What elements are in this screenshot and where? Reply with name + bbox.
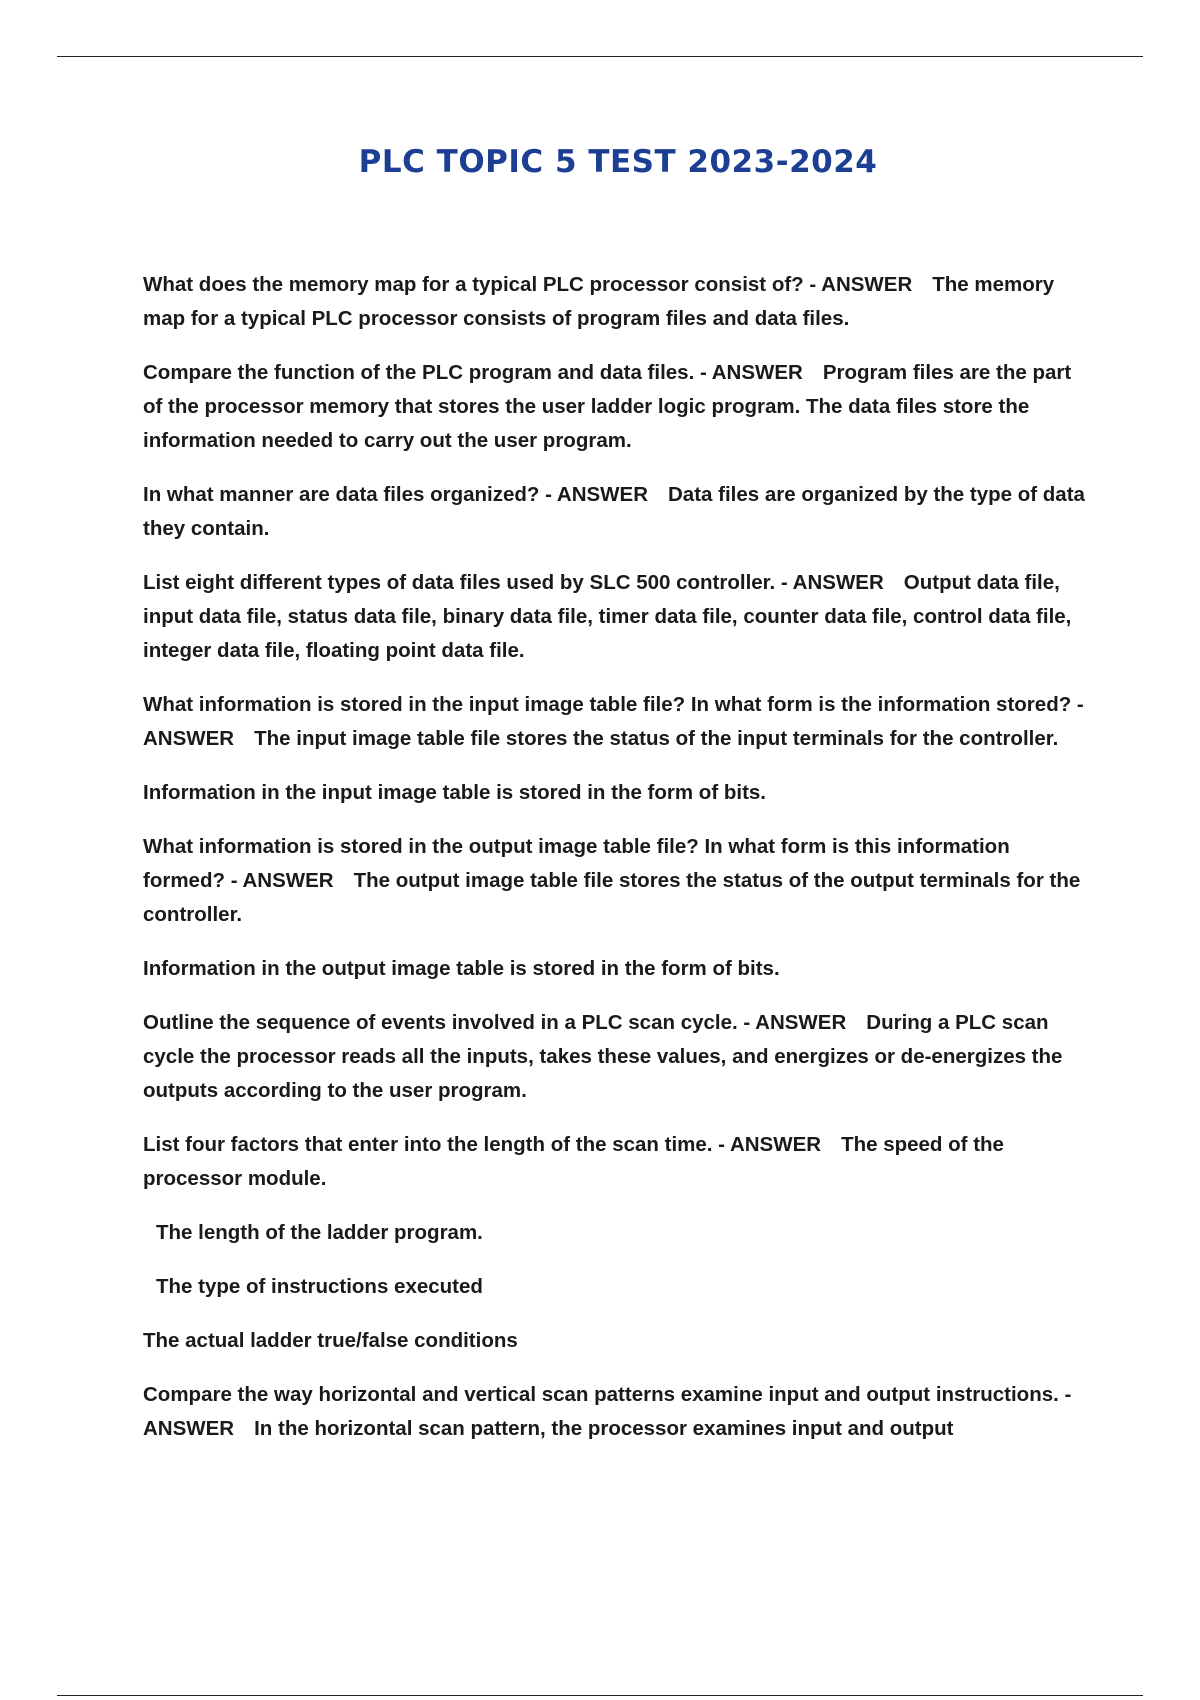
note-input-bits: Information in the input image table is stored in the form of bits. [143, 781, 766, 804]
scan-factor-4: The actual ladder true/false conditions [143, 1329, 518, 1352]
answer-text: The memory map for a typical PLC processor consists of program files and data files. [143, 273, 1055, 330]
note-output-bits: Information in the output image table is stored in the form of bits. [143, 957, 780, 980]
answer-text: Output data file, input data file, status data file, binary data file, timer data file, counter data file, control data file, integer data file, floating point data file. [143, 571, 1072, 662]
qa-item-5 [143, 688, 1093, 756]
bottom-rule [57, 1695, 1143, 1696]
question-text: Compare the function of the PLC program and data files. - ANSWER [143, 361, 803, 384]
qa-item-3 [143, 478, 1093, 546]
answer-text: The input image table file stores the status of the input terminals for the controller. [254, 727, 1059, 750]
qa-item-8 [143, 1128, 1093, 1196]
answer-text: Program files are the part of the processor memory that stores the user ladder logic program. The data files store the information needed to carry out the user program. [143, 361, 1072, 452]
question-text: List eight different types of data files used by SLC 500 controller. - ANSWER [143, 571, 884, 594]
question-text: Outline the sequence of events involved in a PLC scan cycle. - ANSWER [143, 1011, 847, 1034]
question-text: List four factors that enter into the length of the scan time. - ANSWER [143, 1133, 822, 1156]
qa-item-4 [143, 566, 1093, 668]
document-body [143, 268, 1093, 1466]
answer-text: The output image table file stores the status of the output terminals for the controller. [143, 869, 1081, 926]
answer-text: The speed of the processor module. [143, 1133, 1004, 1190]
qa-item-7 [143, 1006, 1093, 1108]
answer-text: Data files are organized by the type of data they contain. [143, 483, 1085, 540]
question-text: What information is stored in the output image table file? In what form is this information formed? - ANSWER [143, 835, 1010, 892]
document-title: PLC TOPIC 5 TEST 2023-2024 [358, 144, 878, 180]
question-text: Compare the way horizontal and vertical scan patterns examine input and output instructions. - ANSWER [143, 1383, 1072, 1440]
answer-text: During a PLC scan cycle the processor reads all the inputs, takes these values, and energizes or de-energizes the outputs according to the user program. [143, 1011, 1063, 1102]
scan-factor-2: The length of the ladder program. [156, 1221, 483, 1244]
top-rule [57, 56, 1143, 57]
qa-item-1 [143, 268, 1093, 336]
question-text: What information is stored in the input image table file? In what form is the information stored? - ANSWER [143, 693, 1084, 750]
qa-item-2 [143, 356, 1093, 458]
answer-text: In the horizontal scan pattern, the processor examines input and output [254, 1417, 954, 1440]
qa-item-6 [143, 830, 1093, 932]
qa-item-9 [143, 1378, 1093, 1446]
question-text: In what manner are data files organized? - ANSWER [143, 483, 648, 506]
question-text: What does the memory map for a typical PLC processor consist of? - ANSWER [143, 273, 913, 296]
scan-factor-3: The type of instructions executed [156, 1275, 483, 1298]
